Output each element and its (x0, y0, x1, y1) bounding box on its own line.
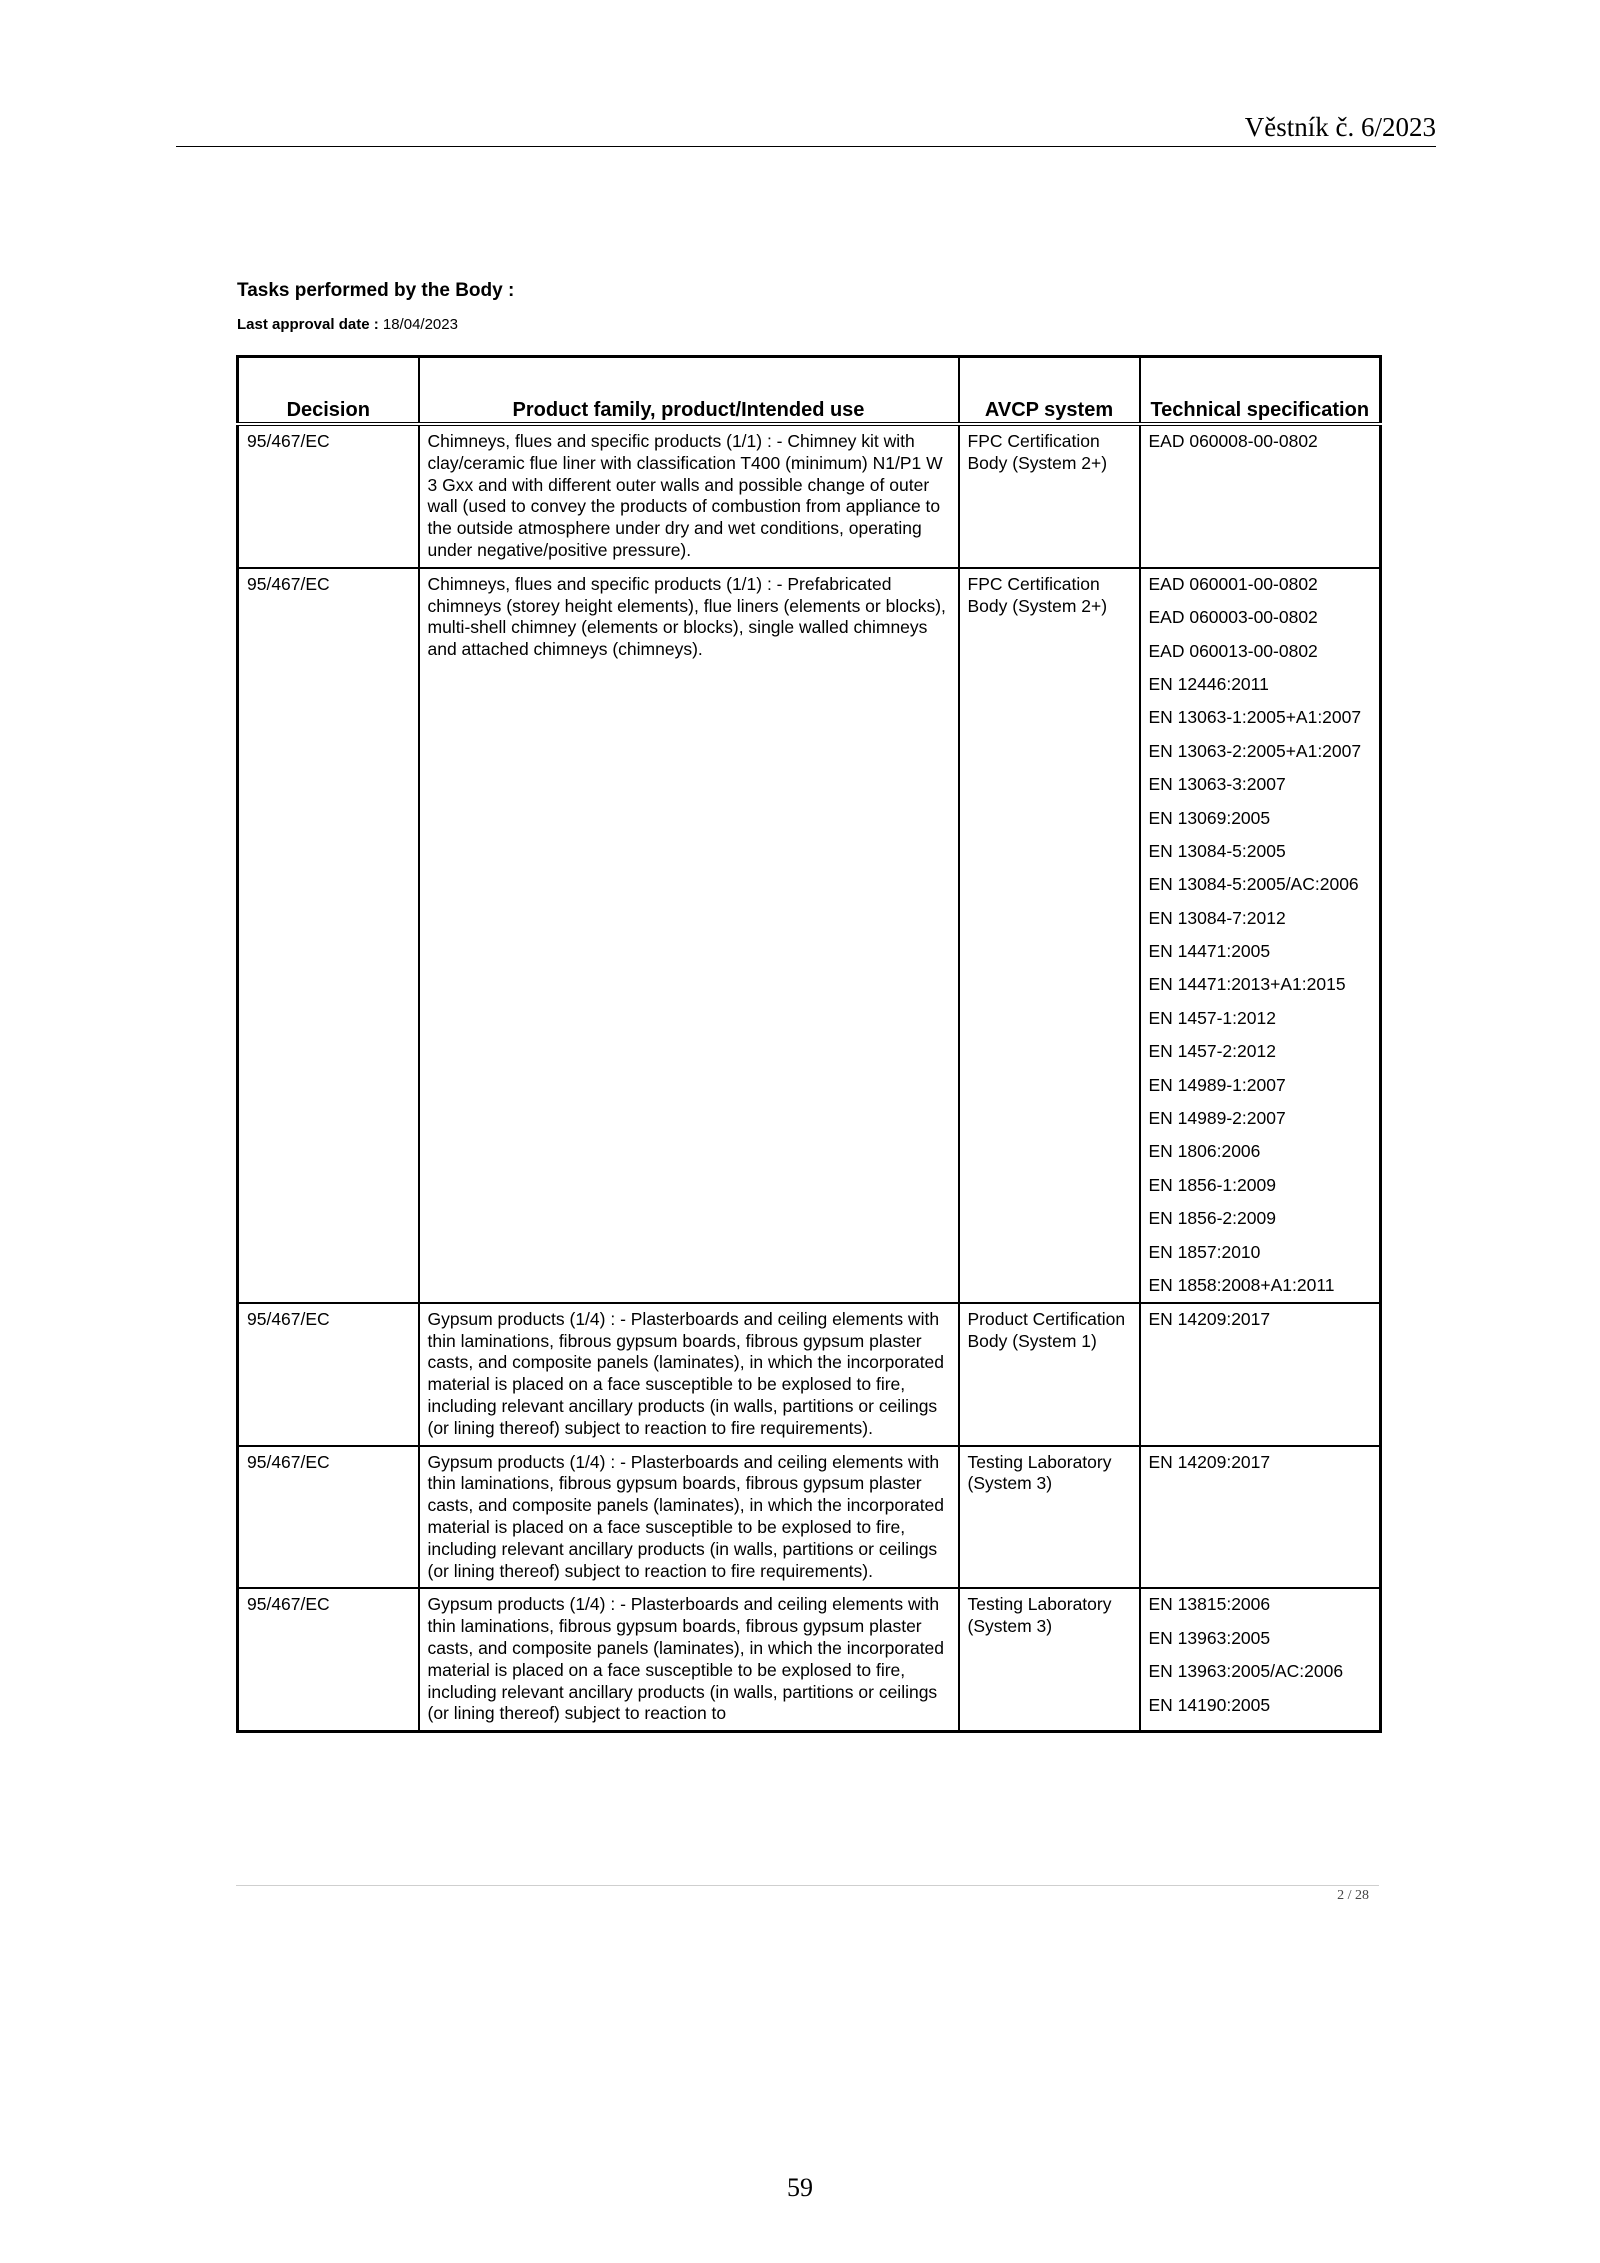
table-header-row (238, 357, 1381, 425)
header-product: Product family, product/Intended use (419, 357, 959, 425)
page-number: 59 (787, 2173, 813, 2202)
spec-item: EN 13963:2005/AC:2006 (1148, 1661, 1344, 1682)
spec-item: EN 13963:2005 (1148, 1627, 1271, 1648)
section-title: Tasks performed by the Body : (237, 280, 515, 301)
decision-cell: 95/467/EC (238, 568, 419, 1303)
spec-item: EN 1457-2:2012 (1148, 1041, 1276, 1062)
spec-item: EN 13063-3:2007 (1148, 774, 1286, 795)
approval-date-label: Last approval date : (237, 316, 379, 333)
spec-item: EN 13069:2005 (1148, 807, 1271, 828)
decision-cell: 95/467/EC (238, 424, 419, 568)
product-cell: Chimneys, flues and specific products (1/1) : - Prefabricated chimneys (storey height elements), flue liners (elements or blocks), multi-shell chimney (elements or blocks), single walled chimneys and attached chimneys (chimneys). (419, 568, 959, 1303)
header-decision: Decision (238, 357, 419, 425)
product-cell: Gypsum products (1/4) : - Plasterboards and ceiling elements with thin laminations, fibrous gypsum boards, fibrous gypsum plaster casts, and composite panels (laminates), in which the incorporated material is placed on a face susceptible to be explosed to fire, including relevant ancillary products (in walls, partitions or ceilings (or lining thereof) subject to reaction to fire requirements). (419, 1303, 959, 1446)
spec-item: EN 12446:2011 (1148, 673, 1269, 694)
spec-item: EN 14989-1:2007 (1148, 1074, 1286, 1095)
spec-cell (1140, 1446, 1381, 1589)
footer-divider (236, 1885, 1379, 1886)
avcp-cell: FPC Certification Body (System 2+) (959, 424, 1140, 568)
avcp-cell: Testing Laboratory (System 3) (959, 1446, 1140, 1589)
spec-item: EN 14209:2017 (1148, 1308, 1271, 1329)
decision-cell: 95/467/EC (238, 1303, 419, 1446)
spec-cell (1140, 568, 1381, 1303)
spec-item: EN 13084-7:2012 (1148, 907, 1286, 928)
decision-cell: 95/467/EC (238, 1446, 419, 1589)
avcp-cell: Product Certification Body (System 1) (959, 1303, 1140, 1446)
spec-item: EAD 060003-00-0802 (1148, 607, 1318, 628)
spec-item: EN 13063-1:2005+A1:2007 (1148, 707, 1362, 728)
spec-item: EN 13084-5:2005 (1148, 840, 1286, 861)
spec-item: EN 14209:2017 (1148, 1451, 1271, 1472)
spec-item: EAD 060008-00-0802 (1148, 431, 1318, 451)
avcp-cell: Testing Laboratory (System 3) (959, 1588, 1140, 1731)
table-row (238, 1446, 1381, 1589)
spec-cell (1140, 424, 1381, 568)
avcp-cell: FPC Certification Body (System 2+) (959, 568, 1140, 1303)
approval-date-value: 18/04/2023 (382, 316, 458, 333)
spec-cell (1140, 1303, 1381, 1446)
spec-item: EN 14989-2:2007 (1148, 1108, 1286, 1129)
spec-item: EAD 060001-00-0802 (1148, 573, 1318, 594)
table-row (238, 424, 1381, 568)
tasks-table (236, 355, 1382, 1733)
spec-cell (1140, 1588, 1381, 1731)
spec-item: EN 13063-2:2005+A1:2007 (1148, 740, 1362, 761)
header-technical-specification: Technical specification (1140, 357, 1381, 425)
product-cell: Gypsum products (1/4) : - Plasterboards and ceiling elements with thin laminations, fibrous gypsum boards, fibrous gypsum plaster casts, and composite panels (laminates), in which the incorporated material is placed on a face susceptible to be explosed to fire, including relevant ancillary products (in walls, partitions or ceilings (or lining thereof) subject to reaction to fire requirements). (419, 1446, 959, 1589)
approval-date-line (237, 316, 458, 333)
page-header (176, 108, 1436, 147)
spec-item: EN 1806:2006 (1148, 1141, 1261, 1162)
table-row (238, 1303, 1381, 1446)
product-cell: Chimneys, flues and specific products (1/1) : - Chimney kit with clay/ceramic flue liner with classification T400 (minimum) N1/P1 W 3 Gxx and with different outer walls and possible change of outer wall (used to convey the products of combustion from appliance to the outside atmosphere under dry and wet conditions, operating under negative/positive pressure). (419, 424, 959, 568)
spec-item: EAD 060013-00-0802 (1148, 640, 1318, 661)
product-cell: Gypsum products (1/4) : - Plasterboards and ceiling elements with thin laminations, fibrous gypsum boards, fibrous gypsum plaster casts, and composite panels (laminates), in which the incorporated material is placed on a face susceptible to be explosed to fire, including relevant ancillary products (in walls, partitions or ceilings (or lining thereof) subject to reaction to (419, 1588, 959, 1731)
table-row (238, 1588, 1381, 1731)
spec-item: EN 13815:2006 (1148, 1594, 1271, 1615)
spec-item: EN 1457-1:2012 (1148, 1007, 1276, 1028)
footer-page-count: 2 / 28 (1337, 1888, 1369, 1903)
table-row (238, 568, 1381, 1303)
spec-item: EN 14190:2005 (1148, 1694, 1271, 1715)
spec-item: EN 14471:2005 (1148, 941, 1271, 962)
spec-item: EN 1857:2010 (1148, 1241, 1261, 1262)
spec-item: EN 1856-1:2009 (1148, 1174, 1276, 1195)
header-avcp: AVCP system (959, 357, 1140, 425)
decision-cell: 95/467/EC (238, 1588, 419, 1731)
spec-item: EN 13084-5:2005/AC:2006 (1148, 874, 1359, 895)
spec-item: EN 14471:2013+A1:2015 (1148, 974, 1346, 995)
spec-item: EN 1856-2:2009 (1148, 1208, 1276, 1229)
spec-item: EN 1858:2008+A1:2011 (1148, 1274, 1335, 1295)
bulletin-title: Věstník č. 6/2023 (1244, 112, 1436, 142)
